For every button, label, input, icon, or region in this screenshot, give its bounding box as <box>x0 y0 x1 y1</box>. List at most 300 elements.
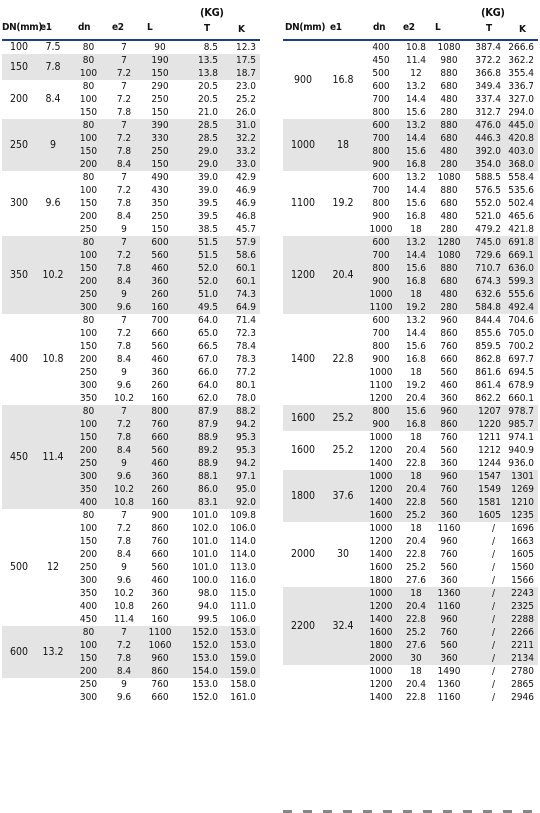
branch-e2: 20.4 <box>405 445 427 456</box>
header-k: K <box>519 24 526 35</box>
branch-dn: 1000 <box>369 432 393 443</box>
weight-t: 66.5 <box>197 341 218 352</box>
length: 190 <box>141 54 179 67</box>
weight-k: 60.1 <box>220 275 260 288</box>
length: 560 <box>433 496 465 509</box>
branch-dn: 1600 <box>363 626 399 639</box>
branch-dn: 150 <box>79 107 98 118</box>
header-dn-mm: DN(mm) <box>285 22 326 33</box>
weight-t: / <box>491 666 495 677</box>
branch-dn: 1400 <box>369 549 393 560</box>
weight-k: 111.0 <box>230 601 256 612</box>
branch-e2: 25.2 <box>405 562 427 573</box>
weight-k: 64.9 <box>220 301 260 314</box>
branch-e2: 16.8 <box>399 275 433 288</box>
weight-k: 558.4 <box>508 172 534 183</box>
weight-t: 86.0 <box>179 483 220 496</box>
length: 280 <box>440 107 458 118</box>
header-t: T <box>486 23 492 34</box>
branch-dn: 300 <box>79 380 98 391</box>
weight-t: 1244 <box>478 458 501 469</box>
weight-k: 114.0 <box>230 549 256 560</box>
length: 960 <box>440 315 458 326</box>
weight-t: 39.0 <box>197 185 218 196</box>
weight-k: 18.7 <box>220 67 260 80</box>
branch-dn: 100 <box>70 418 107 431</box>
branch-dn: 100 <box>70 132 107 145</box>
weight-k: 368.0 <box>503 158 538 171</box>
branch-e2: 7.8 <box>116 198 132 209</box>
branch-e2: 16.8 <box>405 211 427 222</box>
weight-t: 49.5 <box>179 301 220 314</box>
main-dn: 100 <box>9 41 29 53</box>
main-dn: 450 <box>2 405 36 509</box>
weight-t: 83.1 <box>179 496 220 509</box>
branch-e2: 14.4 <box>405 185 427 196</box>
branch-e2: 30 <box>399 652 433 665</box>
length: 860 <box>151 523 169 534</box>
branch-e2: 10.2 <box>107 483 141 496</box>
branch-e2: 7 <box>121 42 127 53</box>
weight-k: 445.0 <box>503 119 538 132</box>
weight-k: 974.1 <box>508 432 534 443</box>
branch-dn: 600 <box>363 236 399 249</box>
weight-t: 1547 <box>465 470 503 483</box>
table-row <box>283 41 538 54</box>
header-dn-mm: DN(mm) <box>2 22 43 33</box>
branch-e2: 20.4 <box>399 483 433 496</box>
branch-e2: 18 <box>410 224 422 235</box>
branch-dn: 100 <box>70 639 107 652</box>
main-e1: 7.5 <box>45 41 61 53</box>
branch-dn: 700 <box>363 249 399 262</box>
weight-t: 28.5 <box>179 119 220 132</box>
header-e1: e1 <box>40 22 52 33</box>
weight-t: 64.0 <box>197 380 218 391</box>
weight-k: 978.7 <box>503 405 538 418</box>
branch-e2: 22.8 <box>399 613 433 626</box>
branch-e2: 7 <box>121 172 127 183</box>
branch-dn: 900 <box>372 354 390 365</box>
length: 360 <box>433 509 465 522</box>
weight-t: 39.0 <box>197 172 218 183</box>
branch-e2: 7.2 <box>116 94 132 105</box>
weight-t: / <box>491 562 495 573</box>
table-row <box>2 119 260 132</box>
main-e1: 13.2 <box>36 626 70 678</box>
main-e1: 9 <box>36 119 70 171</box>
weight-t: / <box>491 536 495 547</box>
branch-e2: 20.4 <box>405 679 427 690</box>
weight-k: 535.6 <box>508 185 534 196</box>
length: 860 <box>440 328 458 339</box>
length: 160 <box>141 496 179 509</box>
branch-dn: 800 <box>372 198 390 209</box>
header-length: L <box>147 22 153 33</box>
header-e2: e2 <box>403 22 415 33</box>
branch-e2: 16.8 <box>399 158 433 171</box>
branch-dn: 400 <box>79 601 98 612</box>
length: 660 <box>440 354 458 365</box>
length: 560 <box>440 562 458 573</box>
weight-k: 60.1 <box>220 262 260 275</box>
weight-t: 101.0 <box>192 562 218 573</box>
branch-e2: 10.2 <box>113 393 135 404</box>
branch-dn: 80 <box>82 510 95 521</box>
branch-dn: 350 <box>70 483 107 496</box>
weight-k: 336.7 <box>508 81 534 92</box>
weight-k: 403.0 <box>503 145 538 158</box>
branch-e2: 15.6 <box>399 405 433 418</box>
table-row <box>283 171 538 184</box>
weight-k: 694.5 <box>508 367 534 378</box>
weight-t: 729.6 <box>465 249 503 262</box>
branch-e2: 22.8 <box>405 458 427 469</box>
branch-dn: 200 <box>70 275 107 288</box>
main-e1: 32.4 <box>323 587 363 665</box>
length: 460 <box>141 457 179 470</box>
weight-k: 72.3 <box>235 328 256 339</box>
weight-k: 1663 <box>511 536 534 547</box>
weight-k: 71.4 <box>235 315 256 326</box>
branch-e2: 7 <box>121 315 127 326</box>
length: 260 <box>151 601 169 612</box>
weight-t: / <box>465 639 503 652</box>
branch-dn: 700 <box>372 185 390 196</box>
branch-e2: 18 <box>410 666 422 677</box>
weight-t: 710.7 <box>465 262 503 275</box>
length: 960 <box>141 652 179 665</box>
weight-t: 521.0 <box>475 211 501 222</box>
weight-k: 362.2 <box>508 55 534 66</box>
table-row <box>283 431 538 444</box>
branch-e2: 16.8 <box>399 418 433 431</box>
branch-dn: 1000 <box>369 523 393 534</box>
length: 760 <box>440 341 458 352</box>
branch-e2: 18 <box>410 432 422 443</box>
main-dn: 1400 <box>290 353 316 365</box>
main-e1: 8.4 <box>45 93 61 105</box>
length: 560 <box>141 249 179 262</box>
branch-dn: 2000 <box>363 652 399 665</box>
branch-e2: 9.6 <box>116 575 132 586</box>
weight-k: 940.9 <box>508 445 534 456</box>
branch-e2: 9 <box>107 288 141 301</box>
branch-dn: 80 <box>82 315 95 326</box>
branch-dn: 1200 <box>369 536 393 547</box>
branch-e2: 7.8 <box>107 652 141 665</box>
branch-dn: 1600 <box>369 562 393 573</box>
branch-dn: 150 <box>79 198 98 209</box>
branch-dn: 600 <box>372 172 390 183</box>
weight-k: 78.3 <box>235 354 256 365</box>
table-row <box>2 236 260 249</box>
main-e1 <box>323 665 363 704</box>
weight-k: 95.3 <box>220 444 260 457</box>
main-dn: 900 <box>293 73 313 86</box>
branch-dn: 1200 <box>369 445 393 456</box>
weight-k: 2211 <box>503 639 538 652</box>
length: 260 <box>141 288 179 301</box>
weight-t: 62.0 <box>197 393 218 404</box>
weight-t: 20.5 <box>197 94 218 105</box>
weight-t: 38.5 <box>197 224 218 235</box>
header-kg: (KG) <box>200 6 224 19</box>
branch-e2: 20.4 <box>405 393 427 404</box>
main-dn: 400 <box>9 353 29 365</box>
weight-k: 2780 <box>511 666 534 677</box>
weight-t: 1211 <box>478 432 501 443</box>
weight-t: 855.6 <box>475 328 501 339</box>
branch-e2: 22.8 <box>399 496 433 509</box>
length: 560 <box>440 367 458 378</box>
branch-e2: 25.2 <box>399 509 433 522</box>
branch-dn: 1400 <box>369 692 393 703</box>
weight-t: 94.0 <box>197 601 218 612</box>
main-e1: 19.2 <box>332 197 354 209</box>
branch-e2: 13.2 <box>405 315 427 326</box>
weight-k: 700.2 <box>508 341 534 352</box>
length: 1160 <box>437 523 461 534</box>
weight-t: 312.7 <box>475 107 501 118</box>
main-dn: 200 <box>9 93 29 105</box>
branch-dn: 250 <box>70 457 107 470</box>
branch-dn: 300 <box>79 575 98 586</box>
table-row <box>2 509 260 522</box>
branch-dn: 800 <box>363 262 399 275</box>
weight-t: 576.5 <box>475 185 501 196</box>
length: 680 <box>440 198 458 209</box>
length: 960 <box>433 613 465 626</box>
branch-dn: 400 <box>70 496 107 509</box>
main-dn <box>2 678 36 704</box>
weight-t: / <box>465 613 503 626</box>
branch-e2: 9 <box>107 457 141 470</box>
branch-dn: 250 <box>79 562 98 573</box>
branch-dn: 1600 <box>363 509 399 522</box>
weight-k: 153.0 <box>220 639 260 652</box>
weight-t: 152.0 <box>179 639 220 652</box>
length: 1080 <box>433 249 465 262</box>
branch-e2: 8.4 <box>116 211 132 222</box>
branch-dn: 80 <box>82 42 95 53</box>
table-row <box>283 314 538 327</box>
weight-t: / <box>465 587 503 600</box>
header-kg: (KG) <box>481 6 505 19</box>
length: 680 <box>433 275 465 288</box>
length: 160 <box>151 393 169 404</box>
weight-k: 327.0 <box>508 94 534 105</box>
length: 260 <box>151 380 169 391</box>
branch-dn: 1100 <box>369 380 393 391</box>
main-dn: 1600 <box>290 444 316 456</box>
length: 880 <box>440 68 458 79</box>
branch-dn: 1800 <box>369 575 393 586</box>
length: 480 <box>440 211 458 222</box>
weight-t: 862.8 <box>475 354 501 365</box>
weight-k: 23.0 <box>235 81 256 92</box>
table-row <box>2 626 260 639</box>
branch-e2: 7.8 <box>116 341 132 352</box>
length: 280 <box>433 158 465 171</box>
table-row <box>2 314 260 327</box>
weight-k: 502.4 <box>508 198 534 209</box>
branch-dn: 200 <box>79 211 98 222</box>
weight-t: / <box>491 679 495 690</box>
weight-t: / <box>491 523 495 534</box>
left-table-header <box>2 0 260 41</box>
weight-k: 106.0 <box>230 614 256 625</box>
branch-e2: 7.2 <box>107 418 141 431</box>
branch-e2: 27.6 <box>399 639 433 652</box>
weight-t: 100.0 <box>192 575 218 586</box>
length: 360 <box>440 575 458 586</box>
weight-k: 114.0 <box>230 536 256 547</box>
weight-t: 859.5 <box>475 341 501 352</box>
branch-e2: 13.2 <box>405 172 427 183</box>
length: 760 <box>151 679 169 690</box>
length: 660 <box>151 549 169 560</box>
weight-t: 745.0 <box>465 236 503 249</box>
length: 960 <box>440 536 458 547</box>
weight-t: 13.5 <box>179 54 220 67</box>
weight-t: 65.0 <box>197 328 218 339</box>
branch-dn: 700 <box>372 94 390 105</box>
branch-dn: 350 <box>79 588 98 599</box>
weight-k: 704.6 <box>508 315 534 326</box>
length: 290 <box>151 81 169 92</box>
right-weight-table <box>283 41 538 704</box>
weight-k: 1560 <box>511 562 534 573</box>
length: 460 <box>151 575 169 586</box>
branch-e2: 27.6 <box>405 575 427 586</box>
weight-t: 20.5 <box>197 81 218 92</box>
branch-e2: 11.4 <box>405 55 427 66</box>
weight-k: 1605 <box>511 549 534 560</box>
length: 160 <box>141 301 179 314</box>
branch-dn: 1000 <box>369 666 393 677</box>
main-e1: 22.8 <box>332 353 354 365</box>
branch-e2: 22.8 <box>405 549 427 560</box>
weight-t: 51.5 <box>179 249 220 262</box>
weight-t: 337.4 <box>475 94 501 105</box>
weight-k: 2946 <box>511 692 534 703</box>
weight-k: 660.1 <box>508 393 534 404</box>
branch-dn: 1200 <box>363 483 399 496</box>
weight-t: 844.4 <box>475 315 501 326</box>
branch-dn: 500 <box>372 68 390 79</box>
main-dn: 150 <box>2 54 36 80</box>
branch-dn: 150 <box>70 652 107 665</box>
weight-t: 372.2 <box>475 55 501 66</box>
branch-dn: 450 <box>372 55 390 66</box>
weight-k: 26.0 <box>235 107 256 118</box>
branch-dn: 800 <box>372 341 390 352</box>
branch-e2: 10.8 <box>405 42 427 53</box>
weight-t: 1605 <box>465 509 503 522</box>
weight-k: 492.4 <box>503 301 538 314</box>
weight-k: 159.0 <box>220 652 260 665</box>
branch-e2: 9 <box>121 224 127 235</box>
length: 480 <box>433 145 465 158</box>
main-dn: 2000 <box>290 548 316 560</box>
branch-e2: 18 <box>399 470 433 483</box>
weight-t: 861.4 <box>475 380 501 391</box>
branch-e2: 10.8 <box>107 496 141 509</box>
length: 680 <box>440 81 458 92</box>
header-k: K <box>238 24 245 35</box>
main-dn <box>283 665 323 704</box>
weight-t: 476.0 <box>465 119 503 132</box>
branch-e2: 16.8 <box>405 354 427 365</box>
table-row <box>283 236 538 249</box>
weight-t: 101.0 <box>192 536 218 547</box>
weight-t: 66.0 <box>197 367 218 378</box>
weight-t: 28.5 <box>179 132 220 145</box>
branch-e2: 18 <box>399 587 433 600</box>
branch-e2: 7 <box>107 236 141 249</box>
weight-k: 1696 <box>511 523 534 534</box>
branch-e2: 15.6 <box>405 107 427 118</box>
weight-t: 153.0 <box>179 652 220 665</box>
weight-k: 294.0 <box>508 107 534 118</box>
branch-e2: 7.2 <box>107 132 141 145</box>
branch-e2: 7.2 <box>107 639 141 652</box>
length: 1080 <box>437 42 461 53</box>
weight-t: 349.4 <box>475 81 501 92</box>
length: 360 <box>141 275 179 288</box>
branch-e2: 7.8 <box>107 431 141 444</box>
branch-e2: 7.8 <box>107 262 141 275</box>
weight-t: 862.2 <box>475 393 501 404</box>
length: 430 <box>151 185 169 196</box>
branch-e2: 12 <box>410 68 422 79</box>
branch-dn: 900 <box>363 158 399 171</box>
right-table-header <box>283 0 538 41</box>
branch-dn: 150 <box>70 431 107 444</box>
length: 1160 <box>437 692 461 703</box>
weight-k: 12.3 <box>235 42 256 53</box>
table-row <box>2 171 260 184</box>
length: 560 <box>433 639 465 652</box>
weight-k: 465.6 <box>508 211 534 222</box>
branch-e2: 19.2 <box>405 380 427 391</box>
length: 280 <box>440 224 458 235</box>
weight-t: 64.0 <box>197 315 218 326</box>
weight-t: 354.0 <box>465 158 503 171</box>
weight-t: 51.0 <box>179 288 220 301</box>
weight-k: 33.0 <box>220 158 260 171</box>
branch-dn: 1000 <box>369 224 393 235</box>
branch-e2: 10.8 <box>113 601 135 612</box>
table-row <box>283 522 538 535</box>
branch-e2: 18 <box>399 288 433 301</box>
main-e1: 20.4 <box>323 236 363 314</box>
branch-dn: 150 <box>70 262 107 275</box>
length: 760 <box>141 418 179 431</box>
length: 360 <box>141 470 179 483</box>
main-e1: 16.8 <box>332 73 354 86</box>
branch-e2: 9.6 <box>116 692 132 703</box>
length: 760 <box>440 432 458 443</box>
main-dn: 2200 <box>283 587 323 665</box>
weight-k: 161.0 <box>230 692 256 703</box>
branch-e2: 7.2 <box>107 249 141 262</box>
weight-k: 94.2 <box>220 457 260 470</box>
branch-e2: 7 <box>107 405 141 418</box>
main-e1: 9.6 <box>45 197 61 209</box>
length: 680 <box>433 132 465 145</box>
